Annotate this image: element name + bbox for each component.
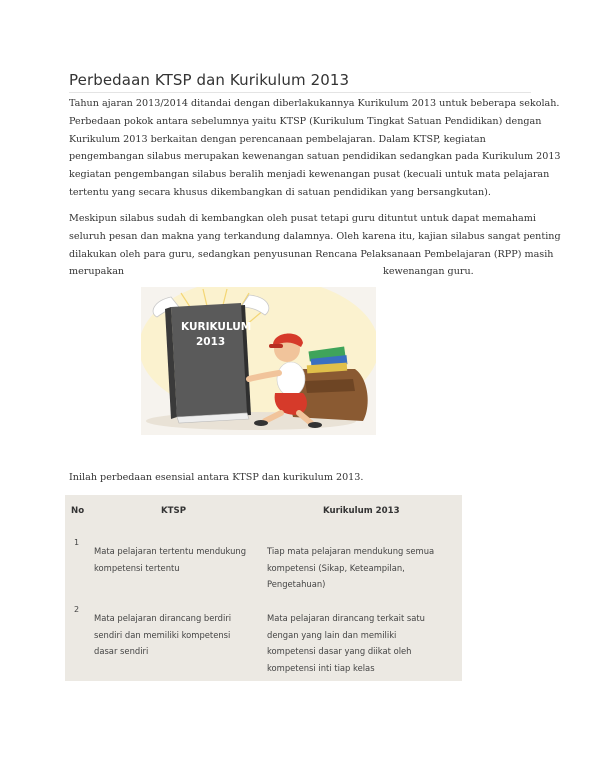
- kurikulum-2013-illustration: [141, 287, 376, 435]
- cell-line: Tiap mata pelajaran mendukung semua: [267, 546, 435, 556]
- paragraph-line: Kurikulum 2013 berkaitan dengan perencanaan pembelajaran. Dalam KTSP, kegiatan: [69, 133, 486, 145]
- cell-kurikulum-2013: [267, 543, 457, 593]
- paragraph-line: Tahun ajaran 2013/2014 ditandai dengan diberlakukannya Kurikulum 2013 untuk beberapa sekolah.: [69, 98, 560, 109]
- paragraph-line: Meskipun silabus sudah di kembangkan oleh pusat tetapi guru dituntut untuk dapat memahami: [69, 213, 536, 224]
- paragraph-line: tertentu yang secara khusus dikembangkan di satuan pendidikan yang bersangkutan).: [69, 186, 491, 198]
- cell-line: dasar sendiri: [94, 646, 149, 656]
- illustration-label: KURIKULUM: [181, 321, 252, 333]
- paragraph-fragment-left: merupakan: [69, 266, 125, 278]
- illustration-label: 2013: [196, 336, 226, 348]
- cell-line: Mata pelajaran dirancang berdiri: [94, 613, 232, 623]
- cell-line: Mata pelajaran dirancang terkait satu: [267, 613, 425, 623]
- table-intro-text: Inilah perbedaan esensial antara KTSP dan kurikulum 2013.: [69, 472, 364, 483]
- cell-line: Mata pelajaran tertentu mendukung: [94, 546, 247, 556]
- page-title: Perbedaan KTSP dan Kurikulum 2013: [69, 71, 531, 93]
- cell-line: kompetensi tertentu: [94, 562, 180, 573]
- paragraph-fragment-right: kewenangan guru.: [383, 266, 474, 278]
- row-number: 2: [74, 605, 80, 614]
- cell-line: dengan yang lain dan memiliki: [267, 629, 397, 640]
- cell-ktsp: [94, 610, 259, 660]
- cell-kurikulum-2013: [267, 610, 457, 676]
- table-header-row: [65, 495, 462, 525]
- paragraph-line: pengembangan silabus merupakan kewenangan satuan pendidikan sedangkan pada Kurikulum 2013: [69, 151, 561, 163]
- paragraph-line: kegiatan pengembangan silabus beralih menjadi kewenangan pusat (kecuali untuk mata pelajaran: [69, 169, 550, 181]
- paragraph-2: [69, 210, 561, 281]
- cell-line: kompetensi inti tiap kelas: [267, 662, 375, 673]
- comparison-table: [65, 495, 462, 681]
- row-number: 1: [74, 538, 80, 547]
- paragraph-line-split: [69, 263, 531, 281]
- header-kurikulum-2013: Kurikulum 2013: [323, 506, 400, 516]
- header-no: No: [71, 506, 85, 516]
- cell-ktsp: [94, 543, 259, 576]
- header-ktsp: KTSP: [161, 506, 187, 516]
- paragraph-line: dilakukan oleh para guru, sedangkan penyusunan Rencana Pelaksanaan Pembelajaran (RPP) masih: [69, 248, 554, 260]
- paragraph-line: seluruh pesan dan makna yang terkandung dalamnya. Oleh karena itu, kajian silabus sangat penting: [69, 230, 561, 242]
- cell-line: sendiri dan memiliki kompetensi: [94, 629, 231, 640]
- paragraph-1: [69, 95, 561, 202]
- cell-line: kompetensi (Sikap, Keteampilan,: [267, 562, 405, 573]
- cell-line: Pengetahuan): [267, 579, 326, 589]
- paragraph-line: Perbedaan pokok antara sebelumnya yaitu KTSP (Kurikulum Tingkat Satuan Pendidikan) dengan: [69, 115, 542, 127]
- illustration-graphic: [141, 287, 376, 435]
- cell-line: kompetensi dasar yang diikat oleh: [267, 646, 412, 656]
